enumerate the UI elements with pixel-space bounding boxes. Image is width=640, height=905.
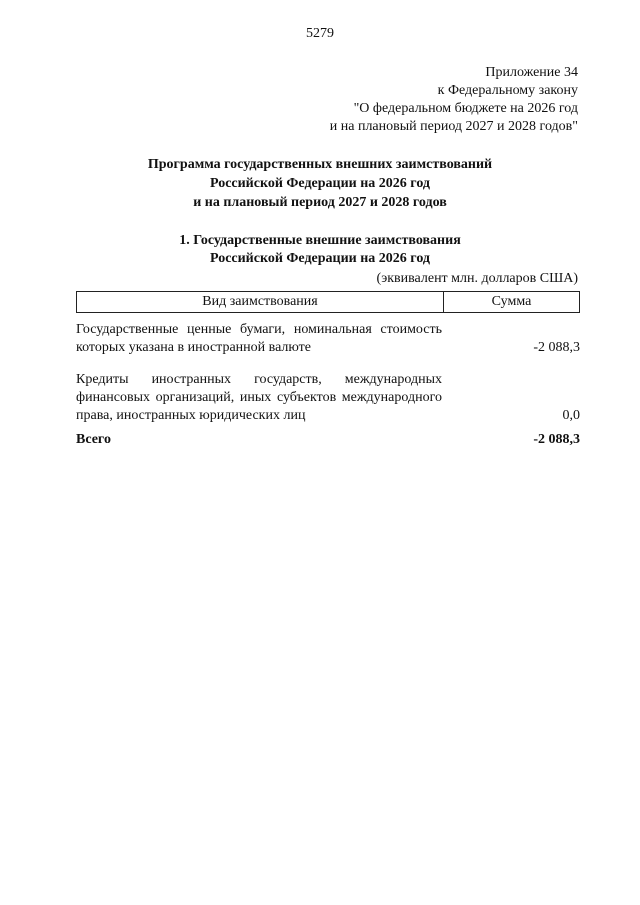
total-amount: -2 088,3 (533, 432, 580, 447)
column-header-type: Вид заимствования (77, 292, 444, 312)
appendix-line: и на плановый период 2027 и 2028 годов" (329, 119, 578, 134)
section-title-line: Российской Федерации на 2026 год (209, 251, 430, 266)
borrowings-table (76, 291, 580, 449)
appendix-line: Приложение 34 (485, 65, 578, 80)
table-row (76, 321, 580, 357)
table-header (76, 291, 580, 313)
appendix-line: к Федеральному закону (437, 83, 578, 98)
program-title (0, 155, 640, 212)
appendix-line: "О федеральном бюджете на 2026 год (353, 101, 578, 116)
row-description: Кредиты иностранных государств, международных финансовых организаций, иных субъектов международного права, иностранных юридических лиц (76, 372, 442, 423)
program-title-line: Программа государственных внешних заимствований (147, 157, 493, 172)
total-row (76, 431, 580, 449)
column-header-sum: Сумма (491, 294, 532, 309)
table-row (76, 371, 580, 425)
appendix-header (278, 64, 578, 136)
row-amount: 0,0 (562, 408, 580, 423)
program-title-line: Российской Федерации на 2026 год (209, 176, 430, 191)
program-title-line: и на плановый период 2027 и 2028 годов (193, 195, 447, 210)
total-label: Всего (76, 432, 111, 447)
row-description: Государственные ценные бумаги, номинальная стоимость которых указана в иностранной валюте (76, 322, 442, 355)
unit-note: (эквивалент млн. долларов США) (376, 271, 578, 286)
row-amount: -2 088,3 (533, 340, 580, 355)
page-number: 5279 (306, 26, 334, 41)
section-title-line: 1. Государственные внешние заимствования (179, 233, 461, 248)
section-title (0, 232, 640, 268)
